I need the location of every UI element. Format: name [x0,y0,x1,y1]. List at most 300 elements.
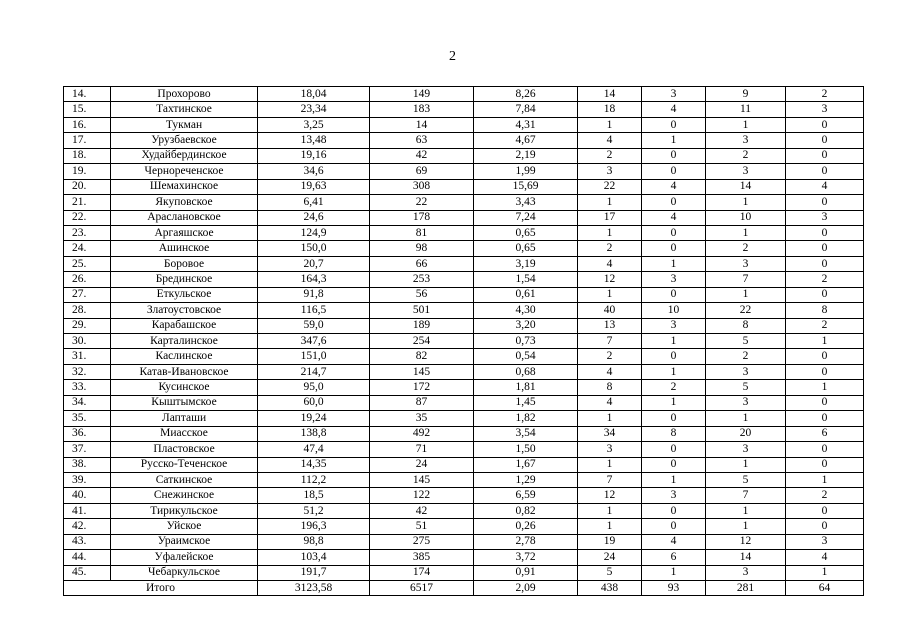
value-cell-c5: 0 [642,164,706,179]
value-cell-c2: 98 [370,241,474,256]
table-row [64,364,864,379]
value-cell-c4: 13 [578,318,642,333]
name-cell: Ураимское [111,534,258,549]
row-number-cell: 38. [64,457,111,472]
row-number-cell: 25. [64,256,111,271]
value-cell-c6: 5 [706,334,786,349]
value-cell-c5: 1 [642,334,706,349]
total-value-c7: 64 [786,581,864,596]
value-cell-c5: 3 [642,272,706,287]
value-cell-c1: 91,8 [258,287,370,302]
value-cell-c1: 18,5 [258,488,370,503]
name-cell: Чебаркульское [111,565,258,580]
value-cell-c7: 2 [786,318,864,333]
row-number-cell: 44. [64,550,111,565]
table-row [64,303,864,318]
value-cell-c6: 1 [706,195,786,210]
row-number-cell: 29. [64,318,111,333]
value-cell-c1: 18,04 [258,87,370,102]
row-number-cell: 36. [64,426,111,441]
table-row [64,534,864,549]
table-row [64,380,864,395]
value-cell-c5: 0 [642,503,706,518]
table-row [64,87,864,102]
value-cell-c7: 0 [786,457,864,472]
value-cell-c2: 87 [370,395,474,410]
value-cell-c1: 214,7 [258,364,370,379]
total-value-c5: 93 [642,581,706,596]
value-cell-c4: 4 [578,364,642,379]
table-row [64,565,864,580]
value-cell-c2: 63 [370,133,474,148]
name-cell: Снежинское [111,488,258,503]
name-cell: Уйское [111,519,258,534]
total-row [64,581,864,596]
value-cell-c3: 4,67 [474,133,578,148]
value-cell-c3: 1,81 [474,380,578,395]
row-number-cell: 19. [64,164,111,179]
value-cell-c7: 0 [786,395,864,410]
value-cell-c2: 82 [370,349,474,364]
value-cell-c7: 0 [786,442,864,457]
value-cell-c3: 1,99 [474,164,578,179]
row-number-cell: 30. [64,334,111,349]
value-cell-c4: 4 [578,133,642,148]
value-cell-c3: 4,30 [474,303,578,318]
value-cell-c6: 9 [706,87,786,102]
value-cell-c4: 34 [578,426,642,441]
table-row [64,133,864,148]
value-cell-c4: 24 [578,550,642,565]
value-cell-c3: 4,31 [474,117,578,132]
value-cell-c3: 1,50 [474,442,578,457]
value-cell-c1: 23,34 [258,102,370,117]
value-cell-c3: 0,91 [474,565,578,580]
value-cell-c7: 3 [786,534,864,549]
value-cell-c1: 98,8 [258,534,370,549]
value-cell-c1: 116,5 [258,303,370,318]
value-cell-c4: 1 [578,287,642,302]
table-row [64,442,864,457]
value-cell-c2: 122 [370,488,474,503]
value-cell-c2: 145 [370,472,474,487]
value-cell-c6: 14 [706,550,786,565]
value-cell-c6: 14 [706,179,786,194]
row-number-cell: 21. [64,195,111,210]
value-cell-c4: 40 [578,303,642,318]
table-row [64,210,864,225]
row-number-cell: 43. [64,534,111,549]
value-cell-c6: 1 [706,457,786,472]
value-cell-c6: 1 [706,225,786,240]
value-cell-c1: 103,4 [258,550,370,565]
name-cell: Кыштымское [111,395,258,410]
value-cell-c3: 0,68 [474,364,578,379]
value-cell-c5: 0 [642,411,706,426]
value-cell-c1: 347,6 [258,334,370,349]
row-number-cell: 15. [64,102,111,117]
value-cell-c4: 1 [578,411,642,426]
value-cell-c3: 3,43 [474,195,578,210]
value-cell-c5: 4 [642,210,706,225]
value-cell-c2: 66 [370,256,474,271]
value-cell-c1: 196,3 [258,519,370,534]
value-cell-c3: 0,73 [474,334,578,349]
value-cell-c4: 12 [578,488,642,503]
value-cell-c7: 1 [786,380,864,395]
table-row [64,457,864,472]
table-row [64,164,864,179]
value-cell-c5: 8 [642,426,706,441]
table-row [64,550,864,565]
name-cell: Кусинское [111,380,258,395]
value-cell-c3: 0,65 [474,241,578,256]
name-cell: Пластовское [111,442,258,457]
value-cell-c7: 0 [786,164,864,179]
value-cell-c6: 10 [706,210,786,225]
value-cell-c2: 42 [370,503,474,518]
value-cell-c6: 5 [706,472,786,487]
row-number-cell: 28. [64,303,111,318]
value-cell-c7: 0 [786,195,864,210]
row-number-cell: 27. [64,287,111,302]
value-cell-c2: 69 [370,164,474,179]
table-row [64,503,864,518]
value-cell-c4: 22 [578,179,642,194]
value-cell-c6: 1 [706,503,786,518]
value-cell-c1: 51,2 [258,503,370,518]
value-cell-c1: 191,7 [258,565,370,580]
value-cell-c7: 0 [786,411,864,426]
value-cell-c6: 8 [706,318,786,333]
value-cell-c5: 3 [642,318,706,333]
table-row [64,488,864,503]
value-cell-c6: 2 [706,148,786,163]
value-cell-c1: 60,0 [258,395,370,410]
row-number-cell: 33. [64,380,111,395]
value-cell-c1: 19,63 [258,179,370,194]
value-cell-c4: 4 [578,395,642,410]
table-row [64,225,864,240]
value-cell-c6: 3 [706,164,786,179]
total-value-c2: 6517 [370,581,474,596]
value-cell-c5: 1 [642,395,706,410]
value-cell-c2: 81 [370,225,474,240]
value-cell-c4: 1 [578,519,642,534]
value-cell-c4: 2 [578,349,642,364]
value-cell-c7: 4 [786,179,864,194]
value-cell-c2: 24 [370,457,474,472]
name-cell: Урузбаевское [111,133,258,148]
value-cell-c5: 4 [642,179,706,194]
value-cell-c2: 149 [370,87,474,102]
value-cell-c4: 1 [578,503,642,518]
row-number-cell: 26. [64,272,111,287]
row-number-cell: 17. [64,133,111,148]
value-cell-c6: 11 [706,102,786,117]
value-cell-c3: 0,61 [474,287,578,302]
value-cell-c7: 0 [786,225,864,240]
value-cell-c1: 124,9 [258,225,370,240]
value-cell-c1: 95,0 [258,380,370,395]
value-cell-c1: 19,16 [258,148,370,163]
value-cell-c5: 0 [642,287,706,302]
table-row [64,148,864,163]
value-cell-c4: 2 [578,241,642,256]
name-cell: Еткульское [111,287,258,302]
value-cell-c3: 0,26 [474,519,578,534]
name-cell: Шемахинское [111,179,258,194]
value-cell-c5: 1 [642,472,706,487]
value-cell-c6: 1 [706,411,786,426]
value-cell-c7: 0 [786,519,864,534]
value-cell-c3: 1,45 [474,395,578,410]
row-number-cell: 14. [64,87,111,102]
value-cell-c5: 0 [642,117,706,132]
row-number-cell: 37. [64,442,111,457]
name-cell: Якуповское [111,195,258,210]
row-number-cell: 23. [64,225,111,240]
value-cell-c2: 189 [370,318,474,333]
total-value-c6: 281 [706,581,786,596]
value-cell-c3: 1,67 [474,457,578,472]
value-cell-c7: 0 [786,503,864,518]
value-cell-c5: 0 [642,148,706,163]
row-number-cell: 24. [64,241,111,256]
name-cell: Худайбердинское [111,148,258,163]
value-cell-c2: 253 [370,272,474,287]
table-row [64,256,864,271]
value-cell-c4: 12 [578,272,642,287]
value-cell-c4: 3 [578,442,642,457]
value-cell-c1: 164,3 [258,272,370,287]
value-cell-c6: 3 [706,442,786,457]
value-cell-c3: 0,54 [474,349,578,364]
value-cell-c6: 3 [706,133,786,148]
value-cell-c4: 1 [578,117,642,132]
value-cell-c1: 24,6 [258,210,370,225]
value-cell-c1: 14,35 [258,457,370,472]
value-cell-c2: 35 [370,411,474,426]
value-cell-c5: 0 [642,241,706,256]
row-number-cell: 34. [64,395,111,410]
name-cell: Прохорово [111,87,258,102]
name-cell: Катав-Ивановское [111,364,258,379]
name-cell: Аргаяшское [111,225,258,240]
value-cell-c6: 3 [706,364,786,379]
value-cell-c1: 150,0 [258,241,370,256]
value-cell-c2: 22 [370,195,474,210]
value-cell-c2: 275 [370,534,474,549]
value-cell-c2: 385 [370,550,474,565]
table-row [64,241,864,256]
value-cell-c7: 0 [786,117,864,132]
value-cell-c2: 71 [370,442,474,457]
table-row [64,272,864,287]
value-cell-c2: 308 [370,179,474,194]
value-cell-c3: 6,59 [474,488,578,503]
value-cell-c6: 5 [706,380,786,395]
value-cell-c3: 15,69 [474,179,578,194]
value-cell-c4: 14 [578,87,642,102]
row-number-cell: 35. [64,411,111,426]
table-body [64,87,864,596]
name-cell: Тахтинское [111,102,258,117]
name-cell: Русско-Теченское [111,457,258,472]
value-cell-c1: 19,24 [258,411,370,426]
value-cell-c7: 0 [786,349,864,364]
value-cell-c6: 2 [706,349,786,364]
table-row [64,349,864,364]
value-cell-c1: 20,7 [258,256,370,271]
value-cell-c2: 172 [370,380,474,395]
value-cell-c7: 8 [786,303,864,318]
total-value-c3: 2,09 [474,581,578,596]
total-label: Итого [64,581,258,596]
value-cell-c7: 2 [786,488,864,503]
value-cell-c7: 0 [786,241,864,256]
name-cell: Чернореченское [111,164,258,179]
value-cell-c4: 3 [578,164,642,179]
name-cell: Арасланoвское [111,210,258,225]
row-number-cell: 22. [64,210,111,225]
name-cell: Уфалейское [111,550,258,565]
value-cell-c4: 17 [578,210,642,225]
value-cell-c3: 3,20 [474,318,578,333]
value-cell-c1: 34,6 [258,164,370,179]
table-row [64,334,864,349]
value-cell-c5: 0 [642,349,706,364]
value-cell-c3: 7,24 [474,210,578,225]
row-number-cell: 45. [64,565,111,580]
value-cell-c4: 7 [578,472,642,487]
value-cell-c3: 1,29 [474,472,578,487]
value-cell-c5: 4 [642,102,706,117]
row-number-cell: 20. [64,179,111,194]
value-cell-c3: 0,65 [474,225,578,240]
value-cell-c5: 1 [642,133,706,148]
value-cell-c7: 2 [786,272,864,287]
value-cell-c5: 0 [642,442,706,457]
value-cell-c2: 42 [370,148,474,163]
value-cell-c7: 3 [786,210,864,225]
name-cell: Златоустовское [111,303,258,318]
value-cell-c3: 3,19 [474,256,578,271]
row-number-cell: 16. [64,117,111,132]
table-row [64,411,864,426]
table-row [64,117,864,132]
value-cell-c5: 3 [642,87,706,102]
value-cell-c2: 51 [370,519,474,534]
name-cell: Тирикульское [111,503,258,518]
row-number-cell: 31. [64,349,111,364]
value-cell-c1: 13,48 [258,133,370,148]
row-number-cell: 41. [64,503,111,518]
value-cell-c2: 183 [370,102,474,117]
value-cell-c7: 0 [786,148,864,163]
table-row [64,395,864,410]
total-value-c1: 3123,58 [258,581,370,596]
value-cell-c3: 2,78 [474,534,578,549]
table-row [64,287,864,302]
value-cell-c4: 19 [578,534,642,549]
value-cell-c2: 14 [370,117,474,132]
value-cell-c4: 1 [578,195,642,210]
value-cell-c4: 1 [578,225,642,240]
name-cell: Боровое [111,256,258,271]
value-cell-c5: 1 [642,364,706,379]
value-cell-c7: 1 [786,565,864,580]
value-cell-c5: 0 [642,519,706,534]
value-cell-c5: 0 [642,457,706,472]
table-row [64,519,864,534]
name-cell: Брединское [111,272,258,287]
value-cell-c6: 3 [706,565,786,580]
value-cell-c6: 20 [706,426,786,441]
value-cell-c6: 7 [706,272,786,287]
value-cell-c6: 1 [706,287,786,302]
value-cell-c3: 1,54 [474,272,578,287]
value-cell-c5: 0 [642,225,706,240]
row-number-cell: 39. [64,472,111,487]
value-cell-c5: 6 [642,550,706,565]
value-cell-c6: 22 [706,303,786,318]
value-cell-c1: 59,0 [258,318,370,333]
value-cell-c7: 3 [786,102,864,117]
value-cell-c2: 145 [370,364,474,379]
name-cell: Карабашское [111,318,258,333]
table-row [64,195,864,210]
name-cell: Тукман [111,117,258,132]
name-cell: Лапташи [111,411,258,426]
table-row [64,179,864,194]
row-number-cell: 40. [64,488,111,503]
row-number-cell: 18. [64,148,111,163]
table-row [64,318,864,333]
value-cell-c7: 0 [786,133,864,148]
value-cell-c2: 56 [370,287,474,302]
value-cell-c7: 1 [786,334,864,349]
value-cell-c6: 1 [706,117,786,132]
name-cell: Миасское [111,426,258,441]
name-cell: Каслинское [111,349,258,364]
value-cell-c7: 6 [786,426,864,441]
value-cell-c7: 4 [786,550,864,565]
value-cell-c3: 2,19 [474,148,578,163]
value-cell-c2: 174 [370,565,474,580]
value-cell-c1: 112,2 [258,472,370,487]
value-cell-c5: 2 [642,380,706,395]
value-cell-c2: 178 [370,210,474,225]
value-cell-c4: 2 [578,148,642,163]
value-cell-c3: 3,72 [474,550,578,565]
value-cell-c7: 1 [786,472,864,487]
row-number-cell: 42. [64,519,111,534]
value-cell-c1: 151,0 [258,349,370,364]
table-row [64,102,864,117]
value-cell-c3: 7,84 [474,102,578,117]
value-cell-c3: 3,54 [474,426,578,441]
value-cell-c3: 1,82 [474,411,578,426]
value-cell-c6: 3 [706,256,786,271]
value-cell-c5: 4 [642,534,706,549]
value-cell-c4: 1 [578,457,642,472]
data-table [63,86,864,596]
name-cell: Саткинское [111,472,258,487]
value-cell-c6: 2 [706,241,786,256]
value-cell-c6: 7 [706,488,786,503]
value-cell-c2: 492 [370,426,474,441]
